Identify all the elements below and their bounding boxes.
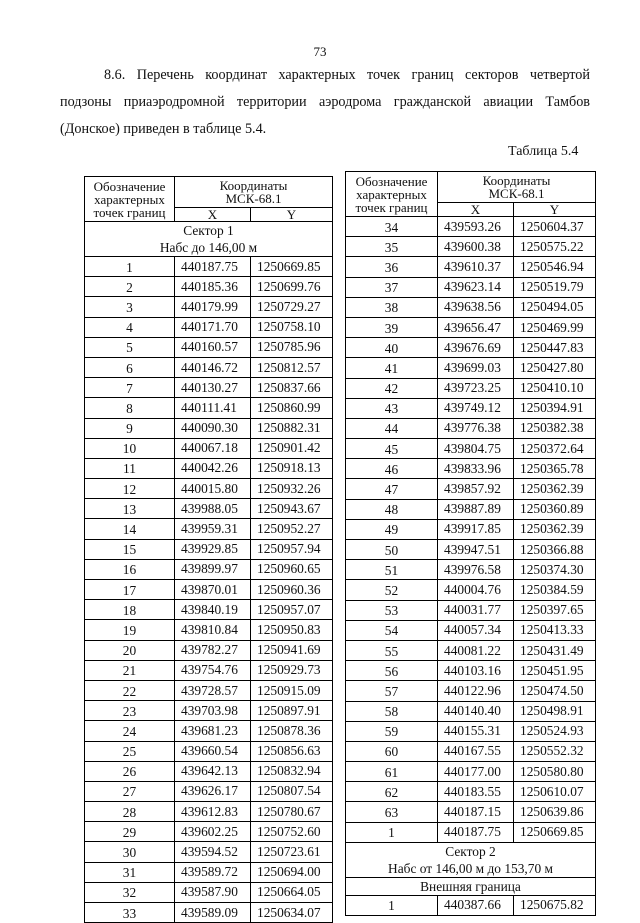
table-row [85, 701, 333, 721]
x-coordinate: 440031.77 [438, 600, 514, 620]
x-coordinate: 439723.25 [438, 378, 514, 398]
point-number: 14 [85, 519, 175, 539]
x-header: X [175, 208, 251, 222]
x-coordinate: 439600.38 [438, 237, 514, 257]
y-coordinate: 1250960.36 [251, 580, 333, 600]
table-row [346, 378, 596, 398]
y-coordinate: 1250469.99 [514, 317, 596, 337]
y-coordinate: 1250807.54 [251, 781, 333, 801]
y-coordinate: 1250552.32 [514, 741, 596, 761]
table-row [85, 317, 333, 337]
x-coordinate: 439929.85 [175, 539, 251, 559]
point-number: 25 [85, 741, 175, 761]
table-row [346, 822, 596, 842]
sector-2-boundary: Внешняя граница [346, 877, 596, 895]
y-coordinate: 1250494.05 [514, 297, 596, 317]
y-coordinate: 1250519.79 [514, 277, 596, 297]
table-row [346, 600, 596, 620]
x-coordinate: 440160.57 [175, 337, 251, 357]
point-number: 1 [85, 257, 175, 277]
y-coordinate: 1250856.63 [251, 741, 333, 761]
point-number: 3 [85, 297, 175, 317]
y-coordinate: 1250384.59 [514, 580, 596, 600]
point-number: 57 [346, 681, 438, 701]
x-coordinate: 440090.30 [175, 418, 251, 438]
point-number: 56 [346, 661, 438, 681]
x-coordinate: 439610.37 [438, 257, 514, 277]
table-row [85, 660, 333, 680]
y-coordinate: 1250752.60 [251, 822, 333, 842]
y-coordinate: 1250580.80 [514, 762, 596, 782]
table-row [85, 761, 333, 781]
y-coordinate: 1250427.80 [514, 358, 596, 378]
table-row [346, 277, 596, 297]
x-coordinate: 440146.72 [175, 357, 251, 377]
y-coordinate: 1250374.30 [514, 560, 596, 580]
point-number: 58 [346, 701, 438, 721]
point-number: 31 [85, 862, 175, 882]
y-coordinate: 1250664.05 [251, 882, 333, 902]
y-coordinate: 1250957.94 [251, 539, 333, 559]
y-header: Y [251, 208, 333, 222]
x-coordinate: 439754.76 [175, 660, 251, 680]
y-coordinate: 1250397.65 [514, 600, 596, 620]
y-coordinate: 1250360.89 [514, 499, 596, 519]
point-number: 41 [346, 358, 438, 378]
y-coordinate: 1250694.00 [251, 862, 333, 882]
point-number: 15 [85, 539, 175, 559]
table-row [85, 438, 333, 458]
point-number: 42 [346, 378, 438, 398]
x-coordinate: 439602.25 [175, 822, 251, 842]
table-row [346, 681, 596, 701]
point-number: 59 [346, 721, 438, 741]
x-coordinate: 440187.75 [175, 257, 251, 277]
table-caption: Таблица 5.4 [508, 144, 579, 159]
page-number: 73 [313, 44, 327, 59]
point-number: 17 [85, 580, 175, 600]
y-coordinate: 1250451.95 [514, 661, 596, 681]
point-number: 11 [85, 458, 175, 478]
x-coordinate: 440140.40 [438, 701, 514, 721]
table-row [85, 559, 333, 579]
x-coordinate: 440187.15 [438, 802, 514, 822]
x-coordinate: 440111.41 [175, 398, 251, 418]
y-coordinate: 1250362.39 [514, 479, 596, 499]
table-row [346, 499, 596, 519]
y-coordinate: 1250952.27 [251, 519, 333, 539]
point-number: 20 [85, 640, 175, 660]
y-coordinate: 1250366.88 [514, 540, 596, 560]
y-coordinate: 1250413.33 [514, 620, 596, 640]
table-row [85, 277, 333, 297]
x-coordinate: 439593.26 [438, 217, 514, 237]
x-coordinate: 440103.16 [438, 661, 514, 681]
table-row [346, 620, 596, 640]
point-number: 16 [85, 559, 175, 579]
x-coordinate: 439660.54 [175, 741, 251, 761]
y-coordinate: 1250780.67 [251, 802, 333, 822]
point-number: 7 [85, 378, 175, 398]
point-number: 53 [346, 600, 438, 620]
table-row [85, 680, 333, 700]
point-number: 6 [85, 357, 175, 377]
x-coordinate: 440004.76 [438, 580, 514, 600]
point-number: 43 [346, 398, 438, 418]
coordinates-table-right [345, 171, 596, 916]
x-coordinate: 439782.27 [175, 640, 251, 660]
table-row [346, 782, 596, 802]
y-coordinate: 1250524.93 [514, 721, 596, 741]
table-row [85, 418, 333, 438]
table-row [85, 337, 333, 357]
table-row [346, 560, 596, 580]
table-row [85, 882, 333, 902]
table-row [85, 499, 333, 519]
table-row [346, 217, 596, 237]
table-row [346, 338, 596, 358]
y-coordinate: 1250669.85 [514, 822, 596, 842]
point-number: 21 [85, 660, 175, 680]
x-coordinate: 439594.52 [175, 842, 251, 862]
x-coordinate: 439699.03 [438, 358, 514, 378]
table-row [346, 418, 596, 438]
point-number: 54 [346, 620, 438, 640]
table-row [85, 781, 333, 801]
point-number: 62 [346, 782, 438, 802]
table-row [85, 580, 333, 600]
point-number: 5 [85, 337, 175, 357]
table-row [346, 721, 596, 741]
table-row [346, 237, 596, 257]
y-coordinate: 1250929.73 [251, 660, 333, 680]
x-coordinate: 439840.19 [175, 600, 251, 620]
y-coordinate: 1250785.96 [251, 337, 333, 357]
table-row [85, 802, 333, 822]
y-coordinate: 1250882.31 [251, 418, 333, 438]
x-coordinate: 440015.80 [175, 479, 251, 499]
point-number: 9 [85, 418, 175, 438]
table-row [85, 842, 333, 862]
table-row [346, 398, 596, 418]
y-coordinate: 1250604.37 [514, 217, 596, 237]
table-row [346, 802, 596, 822]
y-coordinate: 1250447.83 [514, 338, 596, 358]
y-coordinate: 1250960.65 [251, 559, 333, 579]
table-row [346, 895, 596, 915]
point-number: 61 [346, 762, 438, 782]
x-coordinate: 439833.96 [438, 459, 514, 479]
table-row [346, 661, 596, 681]
point-number: 1 [346, 822, 438, 842]
x-coordinate: 439589.09 [175, 903, 251, 923]
sector-1-heading [85, 222, 333, 257]
point-number: 33 [85, 903, 175, 923]
table-row [85, 479, 333, 499]
x-coordinate: 439988.05 [175, 499, 251, 519]
y-coordinate: 1250729.27 [251, 297, 333, 317]
point-number: 29 [85, 822, 175, 842]
x-coordinate: 440081.22 [438, 640, 514, 660]
y-coordinate: 1250941.69 [251, 640, 333, 660]
x-coordinate: 439589.72 [175, 862, 251, 882]
x-coordinate: 440042.26 [175, 458, 251, 478]
table-row [346, 257, 596, 277]
table-row [85, 357, 333, 377]
point-number: 39 [346, 317, 438, 337]
x-coordinate: 439976.58 [438, 560, 514, 580]
y-coordinate: 1250950.83 [251, 620, 333, 640]
y-header: Y [514, 203, 596, 217]
x-coordinate: 439728.57 [175, 680, 251, 700]
x-coordinate: 439626.17 [175, 781, 251, 801]
y-coordinate: 1250474.50 [514, 681, 596, 701]
sector-1-subtitle: Набс до 146,00 м [159, 240, 258, 255]
table-row [346, 519, 596, 539]
x-coordinate: 439899.97 [175, 559, 251, 579]
y-coordinate: 1250943.67 [251, 499, 333, 519]
y-coordinate: 1250634.07 [251, 903, 333, 923]
y-coordinate: 1250832.94 [251, 761, 333, 781]
point-number: 38 [346, 297, 438, 317]
y-coordinate: 1250860.99 [251, 398, 333, 418]
coords-header: Координаты МСК-68.1 [438, 172, 596, 203]
point-number: 45 [346, 439, 438, 459]
y-coordinate: 1250699.76 [251, 277, 333, 297]
x-coordinate: 440177.00 [438, 762, 514, 782]
x-coordinate: 440167.55 [438, 741, 514, 761]
table-row [346, 297, 596, 317]
x-coordinate: 439676.69 [438, 338, 514, 358]
table-row [85, 822, 333, 842]
point-number: 1 [346, 895, 438, 915]
point-number: 44 [346, 418, 438, 438]
table-row [85, 378, 333, 398]
point-number: 30 [85, 842, 175, 862]
point-number: 12 [85, 479, 175, 499]
x-coordinate: 440387.66 [438, 895, 514, 915]
sector-2-title: Сектор 2 [445, 843, 496, 859]
table-row [85, 640, 333, 660]
table-row [85, 721, 333, 741]
coordinates-table-left [84, 176, 333, 923]
y-coordinate: 1250723.61 [251, 842, 333, 862]
x-coordinate: 440171.70 [175, 317, 251, 337]
point-column-header: Обозначение характерных точек границ [346, 172, 438, 217]
x-coordinate: 439623.14 [438, 277, 514, 297]
table-row [346, 317, 596, 337]
table-row [85, 600, 333, 620]
x-coordinate: 440183.55 [438, 782, 514, 802]
x-coordinate: 440122.96 [438, 681, 514, 701]
point-number: 19 [85, 620, 175, 640]
y-coordinate: 1250901.42 [251, 438, 333, 458]
point-number: 18 [85, 600, 175, 620]
point-number: 60 [346, 741, 438, 761]
y-coordinate: 1250639.86 [514, 802, 596, 822]
x-coordinate: 439776.38 [438, 418, 514, 438]
point-number: 13 [85, 499, 175, 519]
point-number: 27 [85, 781, 175, 801]
table-row [346, 479, 596, 499]
intro-line-1: 8.6. Перечень координат характерных точек границ секторов четвертой [104, 67, 590, 83]
y-coordinate: 1250897.91 [251, 701, 333, 721]
y-coordinate: 1250957.07 [251, 600, 333, 620]
y-coordinate: 1250915.09 [251, 680, 333, 700]
x-coordinate: 439947.51 [438, 540, 514, 560]
table-row [85, 620, 333, 640]
table-row [85, 398, 333, 418]
y-coordinate: 1250431.49 [514, 640, 596, 660]
point-number: 36 [346, 257, 438, 277]
sector-1-title: Сектор 1 [183, 223, 234, 238]
x-coordinate: 440130.27 [175, 378, 251, 398]
point-number: 35 [346, 237, 438, 257]
y-coordinate: 1250878.36 [251, 721, 333, 741]
x-coordinate: 439587.90 [175, 882, 251, 902]
point-number: 47 [346, 479, 438, 499]
table-row [85, 519, 333, 539]
y-coordinate: 1250675.82 [514, 895, 596, 915]
y-coordinate: 1250498.91 [514, 701, 596, 721]
point-number: 51 [346, 560, 438, 580]
point-number: 22 [85, 680, 175, 700]
y-coordinate: 1250610.07 [514, 782, 596, 802]
x-coordinate: 439703.98 [175, 701, 251, 721]
x-coordinate: 440155.31 [438, 721, 514, 741]
x-coordinate: 439656.47 [438, 317, 514, 337]
x-coordinate: 440179.99 [175, 297, 251, 317]
sector-2-subtitle: Набс от 146,00 м до 153,70 м [388, 860, 553, 876]
table-row [85, 903, 333, 923]
point-number: 63 [346, 802, 438, 822]
table-row [346, 741, 596, 761]
point-number: 50 [346, 540, 438, 560]
point-number: 24 [85, 721, 175, 741]
y-coordinate: 1250410.10 [514, 378, 596, 398]
point-number: 48 [346, 499, 438, 519]
y-coordinate: 1250372.64 [514, 439, 596, 459]
point-number: 26 [85, 761, 175, 781]
x-coordinate: 439857.92 [438, 479, 514, 499]
x-coordinate: 439810.84 [175, 620, 251, 640]
x-coordinate: 440057.34 [438, 620, 514, 640]
y-coordinate: 1250546.94 [514, 257, 596, 277]
y-coordinate: 1250669.85 [251, 257, 333, 277]
x-coordinate: 440187.75 [438, 822, 514, 842]
point-number: 40 [346, 338, 438, 358]
x-coordinate: 439638.56 [438, 297, 514, 317]
coords-header: Координаты МСК-68.1 [175, 177, 333, 208]
x-coordinate: 439804.75 [438, 439, 514, 459]
table-row [346, 580, 596, 600]
point-number: 37 [346, 277, 438, 297]
point-number: 52 [346, 580, 438, 600]
y-coordinate: 1250812.57 [251, 357, 333, 377]
table-row [85, 539, 333, 559]
table-row [346, 459, 596, 479]
table-row [346, 640, 596, 660]
x-coordinate: 440067.18 [175, 438, 251, 458]
point-number: 8 [85, 398, 175, 418]
intro-paragraph [60, 62, 590, 143]
table-row [85, 741, 333, 761]
y-coordinate: 1250382.38 [514, 418, 596, 438]
y-coordinate: 1250758.10 [251, 317, 333, 337]
y-coordinate: 1250575.22 [514, 237, 596, 257]
point-number: 10 [85, 438, 175, 458]
x-coordinate: 439917.85 [438, 519, 514, 539]
x-coordinate: 439642.13 [175, 761, 251, 781]
point-number: 23 [85, 701, 175, 721]
x-header: X [438, 203, 514, 217]
point-number: 34 [346, 217, 438, 237]
point-number: 46 [346, 459, 438, 479]
table-row [346, 540, 596, 560]
x-coordinate: 439681.23 [175, 721, 251, 741]
point-number: 2 [85, 277, 175, 297]
sector-2-heading [346, 842, 596, 877]
x-coordinate: 439870.01 [175, 580, 251, 600]
x-coordinate: 439887.89 [438, 499, 514, 519]
intro-line-2: подзоны приаэродромной территории аэродрома гражданской авиации Тамбов [60, 94, 590, 110]
point-column-header: Обозначение характерных точек границ [85, 177, 175, 222]
y-coordinate: 1250365.78 [514, 459, 596, 479]
table-row [346, 762, 596, 782]
y-coordinate: 1250837.66 [251, 378, 333, 398]
point-number: 4 [85, 317, 175, 337]
y-coordinate: 1250394.91 [514, 398, 596, 418]
point-number: 49 [346, 519, 438, 539]
y-coordinate: 1250932.26 [251, 479, 333, 499]
y-coordinate: 1250362.39 [514, 519, 596, 539]
point-number: 28 [85, 802, 175, 822]
table-row [85, 862, 333, 882]
point-number: 32 [85, 882, 175, 902]
x-coordinate: 439959.31 [175, 519, 251, 539]
x-coordinate: 439749.12 [438, 398, 514, 418]
x-coordinate: 439612.83 [175, 802, 251, 822]
table-row [346, 439, 596, 459]
point-number: 55 [346, 640, 438, 660]
x-coordinate: 440185.36 [175, 277, 251, 297]
table-row [85, 458, 333, 478]
table-row [346, 358, 596, 378]
intro-line-3: (Донское) приведен в таблице 5.4. [60, 121, 267, 137]
table-row [85, 257, 333, 277]
table-row [85, 297, 333, 317]
y-coordinate: 1250918.13 [251, 458, 333, 478]
table-row [346, 701, 596, 721]
